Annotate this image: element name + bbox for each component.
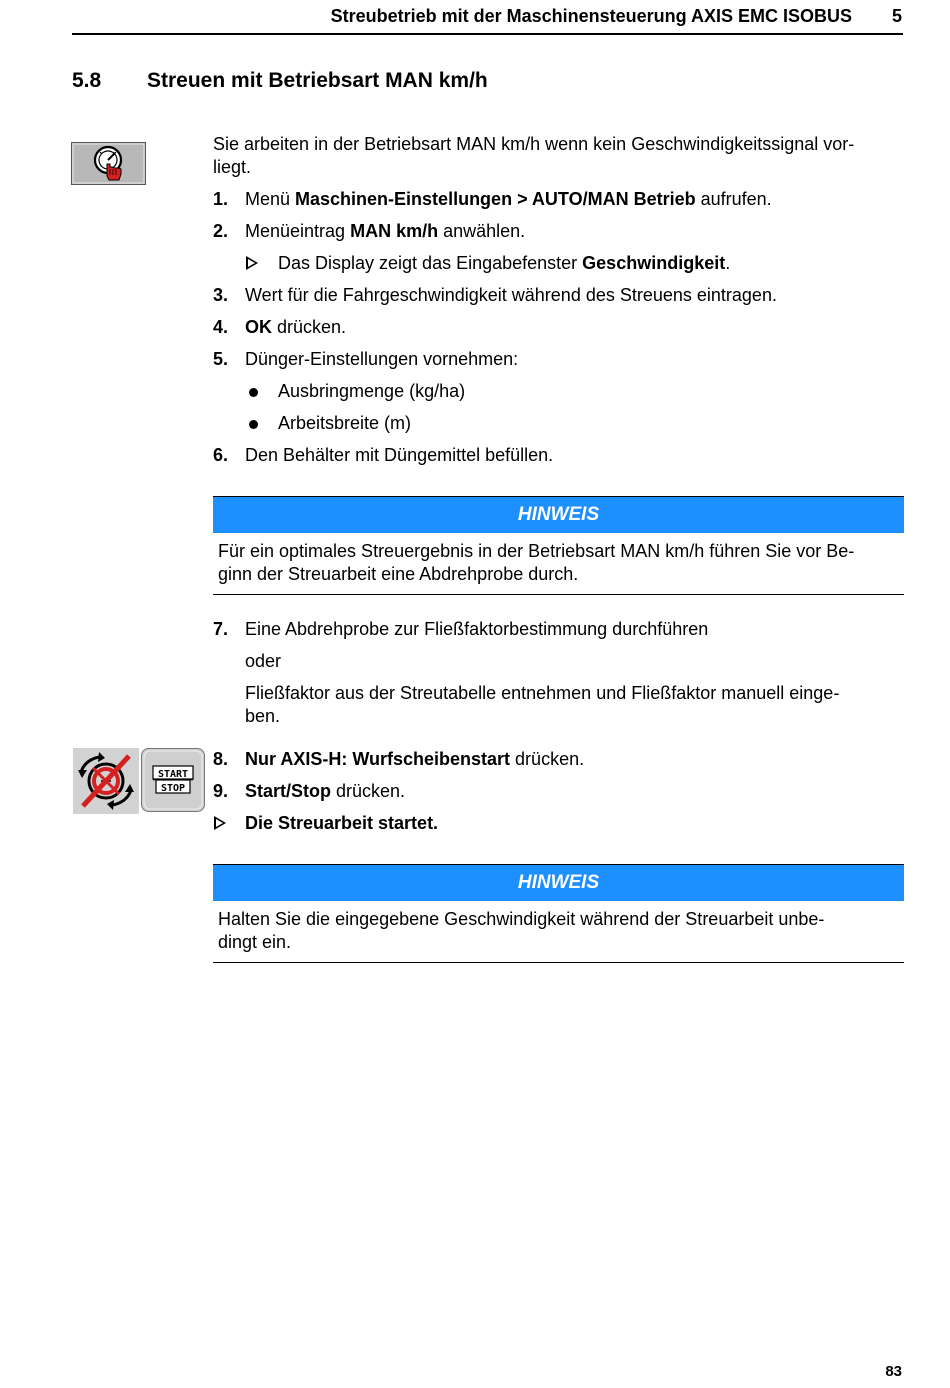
start-label: START [157,769,189,780]
step-number: 3. [213,285,229,305]
step-text-part: drücken. [331,781,406,801]
step-or: oder [245,651,282,671]
section-number: 5.8 [72,69,102,92]
step-text-part: Menü [245,189,296,209]
step-2 [213,220,903,244]
note-line: Für ein optimales Streuergebnis in der Betriebsart MAN km/h führen Sie vor Be- [218,541,855,561]
result-2 [213,812,903,836]
step-text [245,780,903,803]
result-1 [245,252,903,276]
start-stop-icon [141,748,205,812]
note-text [218,540,902,586]
step-number: 6. [213,445,229,465]
step-text: Wert für die Fahrgeschwindigkeit während des Streuens eintragen. [245,285,777,305]
running-header-chapter: 5 [891,6,902,26]
key-name: Nur AXIS-H: Wurfscheibenstart [245,749,511,769]
note-line: Halten Sie die eingegebene Geschwindigkeit während der Streuarbeit unbe- [218,909,825,929]
step-number: 5. [213,349,229,369]
intro-paragraph [213,133,903,179]
step-text: Dünger-Einstellungen vornehmen: [245,349,519,369]
step-number: 9. [213,781,229,801]
step-text: Den Behälter mit Düngemittel befüllen. [245,445,554,465]
window-name: Geschwindigkeit [582,253,726,273]
result-text: Die Streuarbeit startet. [245,813,439,833]
running-header-title: Streubetrieb mit der Maschinensteuerung AXIS EMC ISOBUS [330,6,852,26]
step-text-part: drücken. [510,749,585,769]
step-9 [213,780,903,804]
step-text-part: aufrufen. [695,189,772,209]
step-6 [213,444,903,468]
key-name: Start/Stop [245,781,332,801]
step-1 [213,188,903,212]
step-5 [213,348,903,372]
key-name: OK [245,317,272,337]
step-text [245,316,903,339]
result-text-part: Das Display zeigt das Eingabefenster [278,253,583,273]
intro-line: liegt. [213,157,252,177]
result-text-part: . [725,253,731,273]
step-text [245,748,903,771]
step-text [245,220,903,243]
step-text [245,618,903,728]
page-number: 83 [885,1363,902,1380]
step-number: 4. [213,317,229,337]
intro-line: Sie arbeiten in der Betriebsart MAN km/h wenn kein Geschwindigkeitssignal vor- [213,134,855,154]
note-bottom-rule [213,962,904,963]
step-text-part: anwählen. [438,221,526,241]
result-text [278,252,903,275]
step-text-part: drücken. [272,317,347,337]
menu-entry-name: MAN km/h [350,221,439,241]
menu-name: AUTO/MAN Betrieb [531,189,696,209]
step-number: 1. [213,189,229,209]
header-divider [72,33,903,35]
note-bottom-rule [213,594,904,595]
bullet-item [245,380,903,404]
section-title: Streuen mit Betriebsart MAN km/h [147,69,488,92]
step-3 [213,284,903,308]
note-label: HINWEIS [213,865,904,901]
note-line: dingt ein. [218,932,292,952]
step-alt-line: ben. [245,706,281,726]
step-number: 2. [213,221,229,241]
menu-name: Maschinen-Einstellungen [295,189,513,209]
bullet-text: Ausbringmenge (kg/ha) [278,381,466,401]
spreading-disc-start-icon [73,748,139,814]
bullet-text: Arbeitsbreite (m) [278,413,412,433]
step-8 [213,748,903,772]
bullet-item [245,412,903,436]
man-speed-touch-icon [71,142,146,185]
step-4 [213,316,903,340]
stop-label: STOP [160,783,186,794]
step-number: 8. [213,749,229,769]
step-text-part: Eine Abdrehprobe zur Fließfaktorbestimmung durchführen [245,619,709,639]
step-text-part: Menüeintrag [245,221,351,241]
step-alt-line: Fließfaktor aus der Streutabelle entnehmen und Fließfaktor manuell einge- [245,683,840,703]
note-label: HINWEIS [213,497,904,533]
note-line: ginn der Streuarbeit eine Abdrehprobe durch. [218,564,579,584]
note-text [218,908,902,954]
step-7 [213,618,903,730]
step-number: 7. [213,619,229,639]
menu-separator: > [512,189,532,209]
step-text [245,188,903,211]
